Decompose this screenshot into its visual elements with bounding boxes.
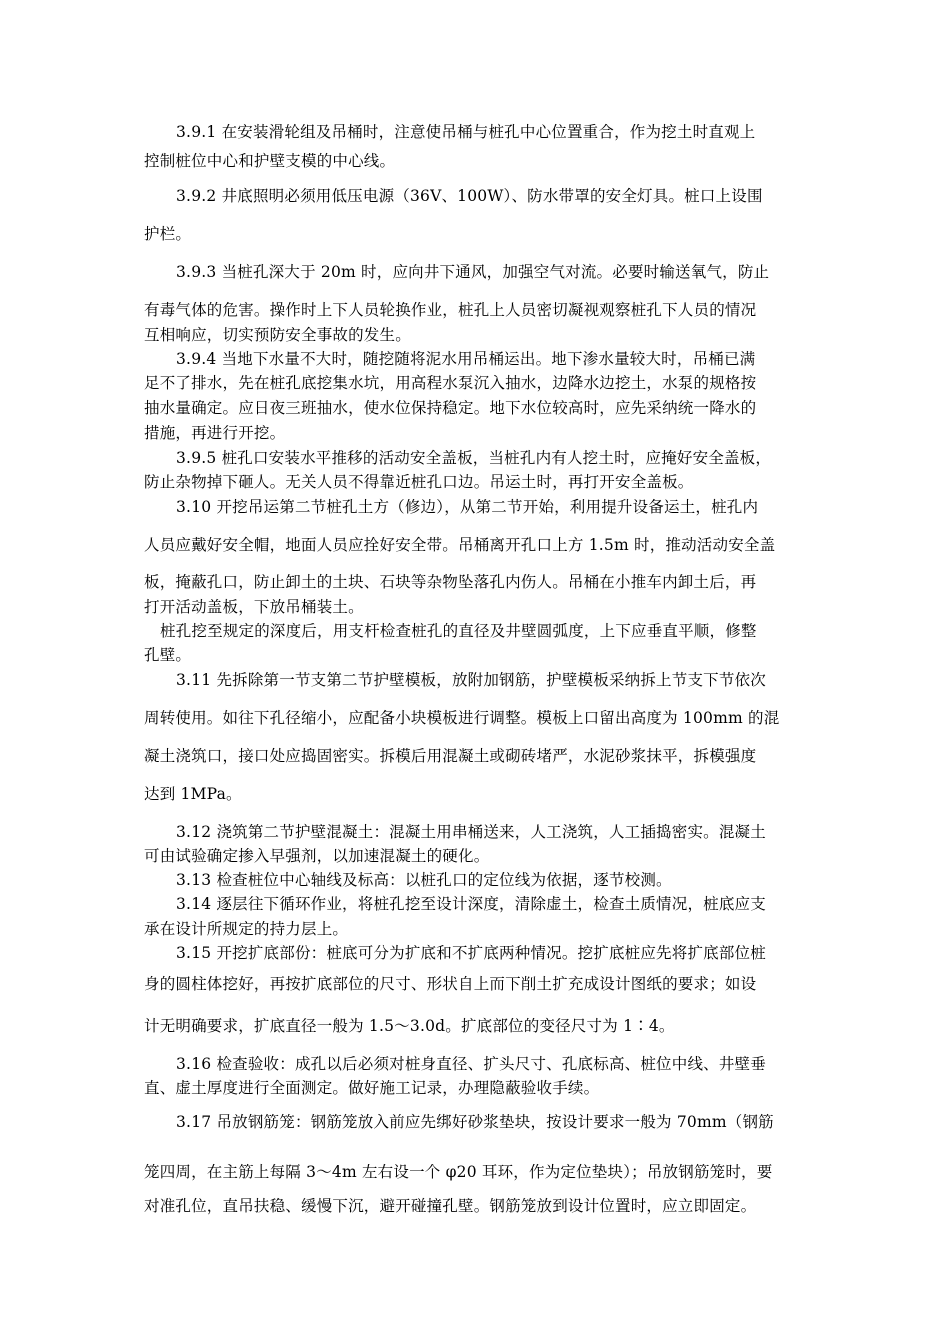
paragraph-line: 3.12 浇筑第二节护壁混凝土：混凝土用串桶送来，人工浇筑，人工插捣密实。混凝土 [176, 823, 766, 841]
paragraph-line: 笼四周，在主筋上每隔 3～4m 左右设一个 φ20 耳环，作为定位垫块）；吊放钢筋笼时，要 [144, 1163, 773, 1181]
paragraph-line: 可由试验确定掺入早强剂，以加速混凝土的硬化。 [144, 847, 490, 865]
paragraph-line: 互相响应，切实预防安全事故的发生。 [144, 326, 411, 344]
paragraph-line: 有毒气体的危害。操作时上下人员轮换作业，桩孔上人员密切凝视观察桩孔下人员的情况 [144, 301, 757, 319]
paragraph-line: 控制桩位中心和护壁支模的中心线。 [144, 152, 396, 170]
paragraph-line: 凝土浇筑口，接口处应捣固密实。拆模后用混凝土或砌砖堵严，水泥砂浆抹平，拆模强度 [144, 747, 757, 765]
paragraph-line: 3.9.5 桩孔口安装水平推移的活动安全盖板，当桩孔内有人挖土时，应掩好安全盖板， [176, 449, 772, 467]
paragraph-line: 3.15 开挖扩底部份：桩底可分为扩底和不扩底两种情况。挖扩底桩应先将扩底部位桩 [176, 944, 766, 962]
paragraph-line: 3.9.3 当桩孔深大于 20m 时，应向井下通风，加强空气对流。必要时输送氧气，防止 [176, 263, 770, 281]
paragraph-line: 对准孔位，直吊扶稳、缓慢下沉，避开碰撞孔壁。钢筋笼放到设计位置时，应立即固定。 [144, 1197, 757, 1215]
paragraph-line: 板，掩蔽孔口，防止卸土的土块、石块等杂物坠落孔内伤人。吊桶在小推车内卸土后，再 [144, 573, 757, 591]
paragraph-line: 措施，再进行开挖。 [144, 424, 286, 442]
paragraph-line: 孔壁。 [144, 646, 192, 664]
paragraph-line: 3.9.1 在安装滑轮组及吊桶时，注意使吊桶与桩孔中心位置重合，作为挖土时直观上 [176, 123, 756, 141]
paragraph-line: 3.14 逐层往下循环作业，将桩孔挖至设计深度，清除虚土，检查土质情况，桩底应支 [176, 895, 766, 913]
paragraph-line: 抽水量确定。应日夜三班抽水，使水位保持稳定。地下水位较高时，应先采纳统一降水的 [144, 399, 757, 417]
paragraph-line: 3.17 吊放钢筋笼：钢筋笼放入前应先绑好砂浆垫块，按设计要求一般为 70mm（钢筋 [176, 1113, 774, 1131]
paragraph-line: 3.9.2 井底照明必须用低压电源（36V、100W）、防水带罩的安全灯具。桩口上设围 [176, 187, 763, 205]
paragraph-line: 足不了排水，先在桩孔底挖集水坑，用高程水泵沉入抽水，边降水边挖土，水泵的规格按 [144, 374, 757, 392]
paragraph-line: 打开活动盖板，下放吊桶装土。 [144, 598, 364, 616]
paragraph-line: 周转使用。如往下孔径缩小，应配备小块模板进行调整。模板上口留出高度为 100mm 的混 [144, 709, 780, 727]
paragraph-line: 3.9.4 当地下水量不大时，随挖随将泥水用吊桶运出。地下渗水量较大时，吊桶已满 [176, 350, 756, 368]
paragraph-line: 桩孔挖至规定的深度后，用支杆检查桩孔的直径及井壁圆弧度，上下应垂直平顺，修整 [160, 622, 757, 640]
paragraph-line: 3.10 开挖吊运第二节桩孔土方（修边），从第二节开始，利用提升设备运土，桩孔内 [176, 498, 759, 516]
paragraph-line: 承在设计所规定的持力层上。 [144, 920, 349, 938]
paragraph-line: 防止杂物掉下砸人。无关人员不得靠近桩孔口边。吊运土时，再打开安全盖板。 [144, 473, 694, 491]
paragraph-line: 人员应戴好安全帽，地面人员应拴好安全带。吊桶离开孔口上方 1.5m 时，推动活动安全盖 [144, 536, 776, 554]
paragraph-line: 3.11 先拆除第一节支第二节护壁模板，放附加钢筋，护壁模板采纳拆上节支下节依次 [176, 671, 766, 689]
paragraph-line: 达到 1MPa。 [144, 785, 242, 803]
paragraph-line: 3.16 检查验收：成孔以后必须对桩身直径、扩头尺寸、孔底标高、桩位中线、井壁垂 [176, 1055, 766, 1073]
paragraph-line: 护栏。 [144, 225, 192, 243]
paragraph-line: 直、虚土厚度进行全面测定。做好施工记录，办理隐蔽验收手续。 [144, 1079, 600, 1097]
paragraph-line: 3.13 检查桩位中心轴线及标高：以桩孔口的定位线为依据，逐节校测。 [176, 871, 672, 889]
paragraph-line: 计无明确要求，扩底直径一般为 1.5～3.0d。扩底部位的变径尺寸为 1∶4。 [144, 1017, 675, 1035]
paragraph-line: 身的圆柱体挖好，再按扩底部位的尺寸、形状自上而下削土扩充成设计图纸的要求；如设 [144, 975, 757, 993]
